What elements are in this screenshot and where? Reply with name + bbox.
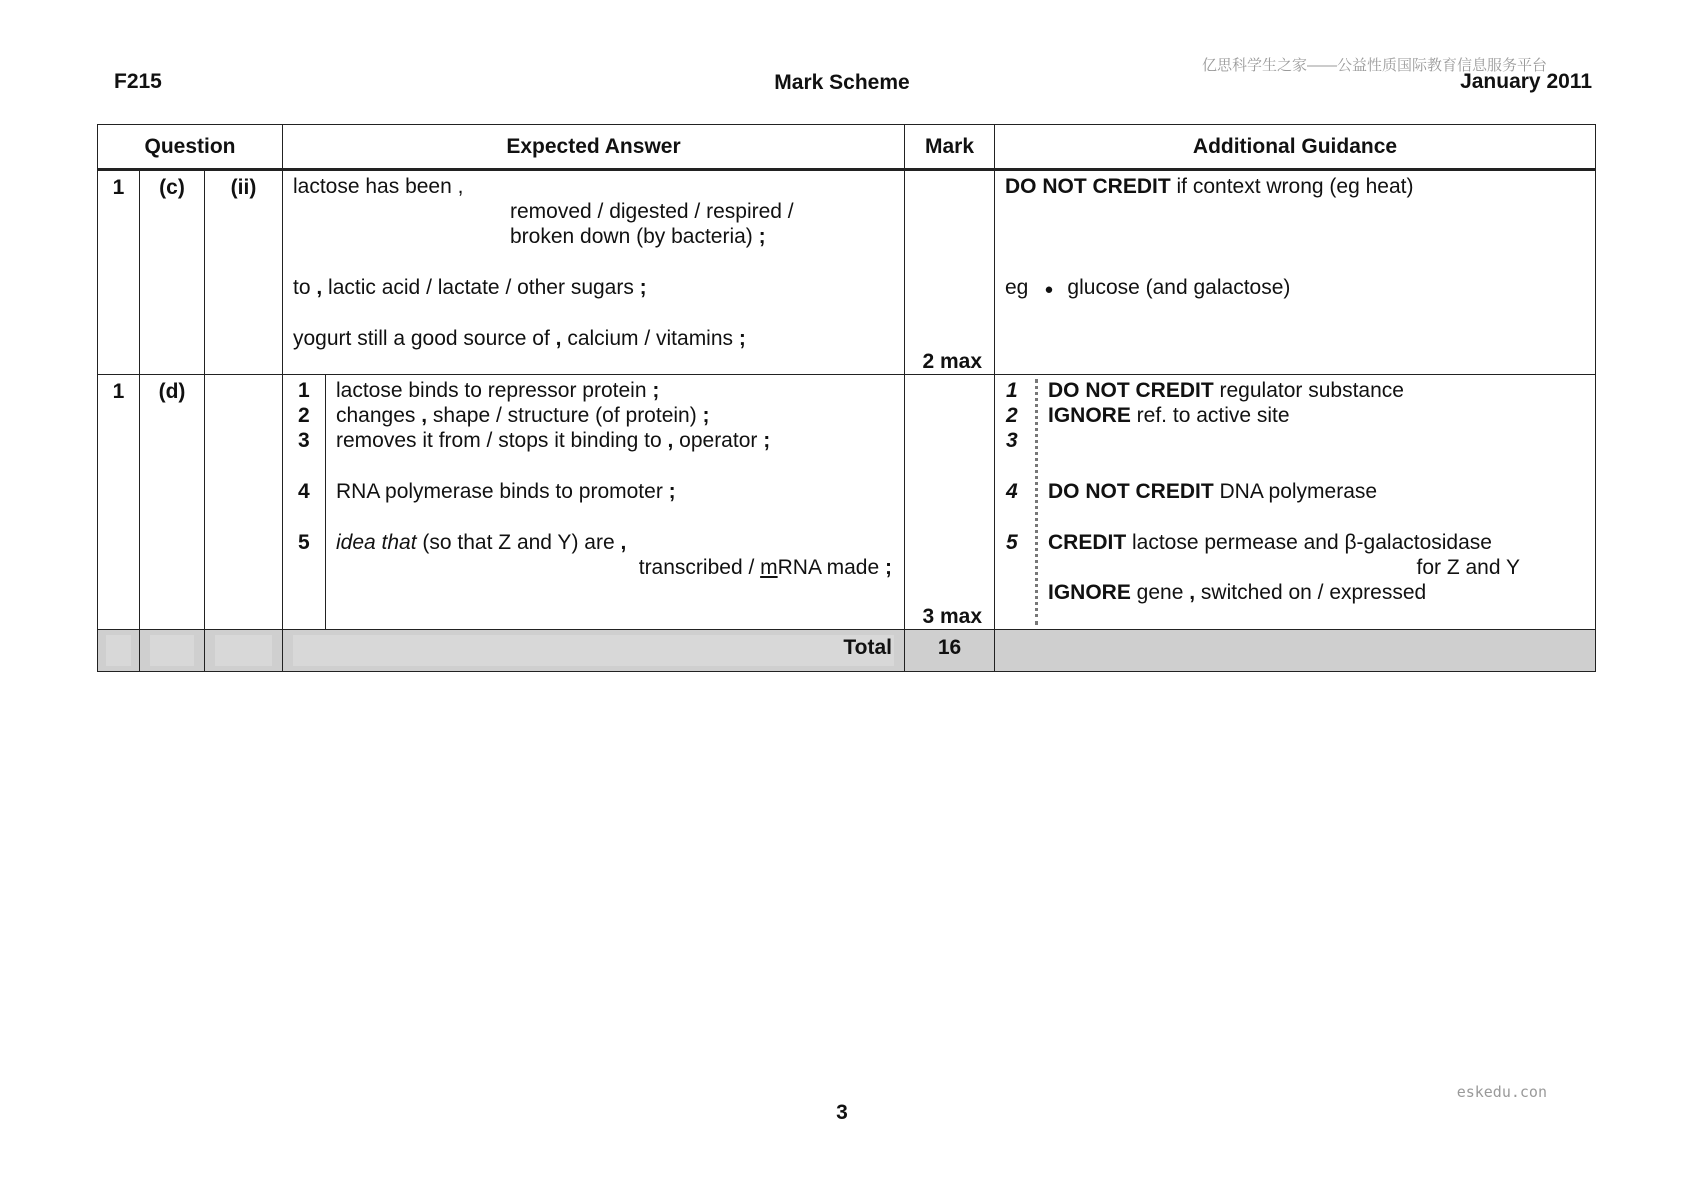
guidance-number: 1 xyxy=(1006,379,1018,402)
guidance-number: 2 xyxy=(1006,404,1018,427)
point-number: 3 xyxy=(298,429,310,452)
question-part: (d) xyxy=(140,375,205,630)
shaded-cell xyxy=(98,630,140,672)
bullet-icon: ● xyxy=(1044,281,1054,298)
guidance-text: if context wrong (eg heat) xyxy=(1170,175,1414,198)
total-row xyxy=(98,630,1596,672)
separator: ; xyxy=(633,276,647,299)
point-number: 4 xyxy=(298,480,310,503)
guidance-text: eg xyxy=(1005,276,1029,299)
answer-line: lactose binds to repressor protein xyxy=(336,379,647,402)
shaded-cell xyxy=(995,630,1596,672)
answer-line: shape / structure (of protein) xyxy=(432,404,697,427)
guidance-keyword: IGNORE xyxy=(1048,404,1131,427)
answer-line: RNA made xyxy=(777,556,880,579)
mark-cell xyxy=(905,375,995,630)
answer-line: RNA polymerase binds to promoter xyxy=(336,480,663,503)
point-number-column xyxy=(283,375,326,629)
separator: ; xyxy=(733,327,746,350)
dotted-divider xyxy=(1035,379,1038,625)
mark-scheme-table xyxy=(97,124,1596,672)
answer-line: operator xyxy=(679,429,758,452)
document-date: January 2011 xyxy=(1460,70,1592,93)
separator: ; xyxy=(696,404,710,427)
underlined-text: m xyxy=(760,556,778,579)
answer-line: to xyxy=(293,276,311,299)
answer-line: (so that Z and Y) are xyxy=(416,531,615,554)
question-number: 1 xyxy=(98,375,140,630)
guidance-keyword: CREDIT xyxy=(1048,531,1127,554)
document-title: Mark Scheme xyxy=(774,71,910,94)
expected-answer-cell xyxy=(283,170,905,375)
guidance-keyword: DO NOT CREDIT xyxy=(1005,175,1171,198)
table-header-row xyxy=(98,125,1596,170)
question-part: (c) xyxy=(140,170,205,375)
answer-line: removes it from / stops it binding to xyxy=(336,429,662,452)
header-mark: Mark xyxy=(905,125,995,170)
guidance-keyword: DO NOT CREDIT xyxy=(1048,379,1214,402)
guidance-cell xyxy=(995,375,1596,630)
separator: , xyxy=(614,531,627,554)
guidance-text: ref. to active site xyxy=(1130,404,1290,427)
page-number: 3 xyxy=(836,1101,848,1124)
guidance-text: glucose (and galactose) xyxy=(1067,276,1291,299)
answer-line: lactose has been , xyxy=(293,175,464,198)
separator: ; xyxy=(752,225,766,248)
guidance-text: lactose permease and β-galactosidase xyxy=(1126,531,1492,554)
separator: ; xyxy=(662,480,676,503)
shaded-cell xyxy=(140,630,205,672)
separator: , xyxy=(661,429,680,452)
header-question: Question xyxy=(98,125,283,170)
shaded-cell xyxy=(205,630,283,672)
answer-line: removed / digested / respired / xyxy=(510,200,794,223)
header-additional-guidance: Additional Guidance xyxy=(995,125,1596,170)
guidance-text: for Z and Y xyxy=(1416,556,1520,579)
point-number: 2 xyxy=(298,404,310,427)
guidance-number: 3 xyxy=(1006,429,1018,452)
expected-answer-cell xyxy=(283,375,905,630)
separator: , xyxy=(1183,581,1201,604)
answer-line: yogurt still a good source of xyxy=(293,327,550,350)
watermark-top: 亿思科学生之家——公益性质国际教育信息服务平台 xyxy=(1201,57,1547,74)
answer-line: broken down (by bacteria) xyxy=(510,225,753,248)
table-row xyxy=(98,375,1596,630)
question-number: 1 xyxy=(98,170,140,375)
header-expected-answer: Expected Answer xyxy=(283,125,905,170)
point-number: 1 xyxy=(298,379,310,402)
guidance-number: 5 xyxy=(1006,531,1018,554)
total-label: Total xyxy=(843,636,892,659)
guidance-cell xyxy=(995,170,1596,375)
separator: , xyxy=(549,327,568,350)
guidance-text: switched on / expressed xyxy=(1200,581,1427,604)
answer-line: transcribed / xyxy=(638,556,761,579)
separator: ; xyxy=(646,379,660,402)
table-row xyxy=(98,170,1596,375)
answer-line: lactic acid / lactate / other sugars xyxy=(328,276,634,299)
watermark-bottom: eskedu.con xyxy=(1456,1083,1547,1101)
total-label-cell xyxy=(283,630,905,672)
separator: , xyxy=(415,404,433,427)
separator: , xyxy=(310,276,329,299)
guidance-number: 4 xyxy=(1006,480,1018,503)
answer-line: changes xyxy=(336,404,416,427)
guidance-keyword: IGNORE xyxy=(1048,581,1131,604)
answer-line: calcium / vitamins xyxy=(567,327,734,350)
guidance-keyword: DO NOT CREDIT xyxy=(1048,480,1214,503)
answer-line: idea that xyxy=(336,531,417,554)
mark-value: 3 max xyxy=(922,605,982,628)
document-code: F215 xyxy=(114,70,162,93)
question-subpart xyxy=(205,375,283,630)
mark-value: 2 max xyxy=(922,350,982,373)
guidance-text: regulator substance xyxy=(1213,379,1404,402)
question-subpart: (ii) xyxy=(205,170,283,375)
separator: ; xyxy=(879,556,892,579)
guidance-text: gene xyxy=(1130,581,1184,604)
guidance-text: DNA polymerase xyxy=(1213,480,1378,503)
separator: ; xyxy=(757,429,771,452)
point-number: 5 xyxy=(298,531,310,554)
total-value: 16 xyxy=(905,630,995,672)
mark-cell xyxy=(905,170,995,375)
